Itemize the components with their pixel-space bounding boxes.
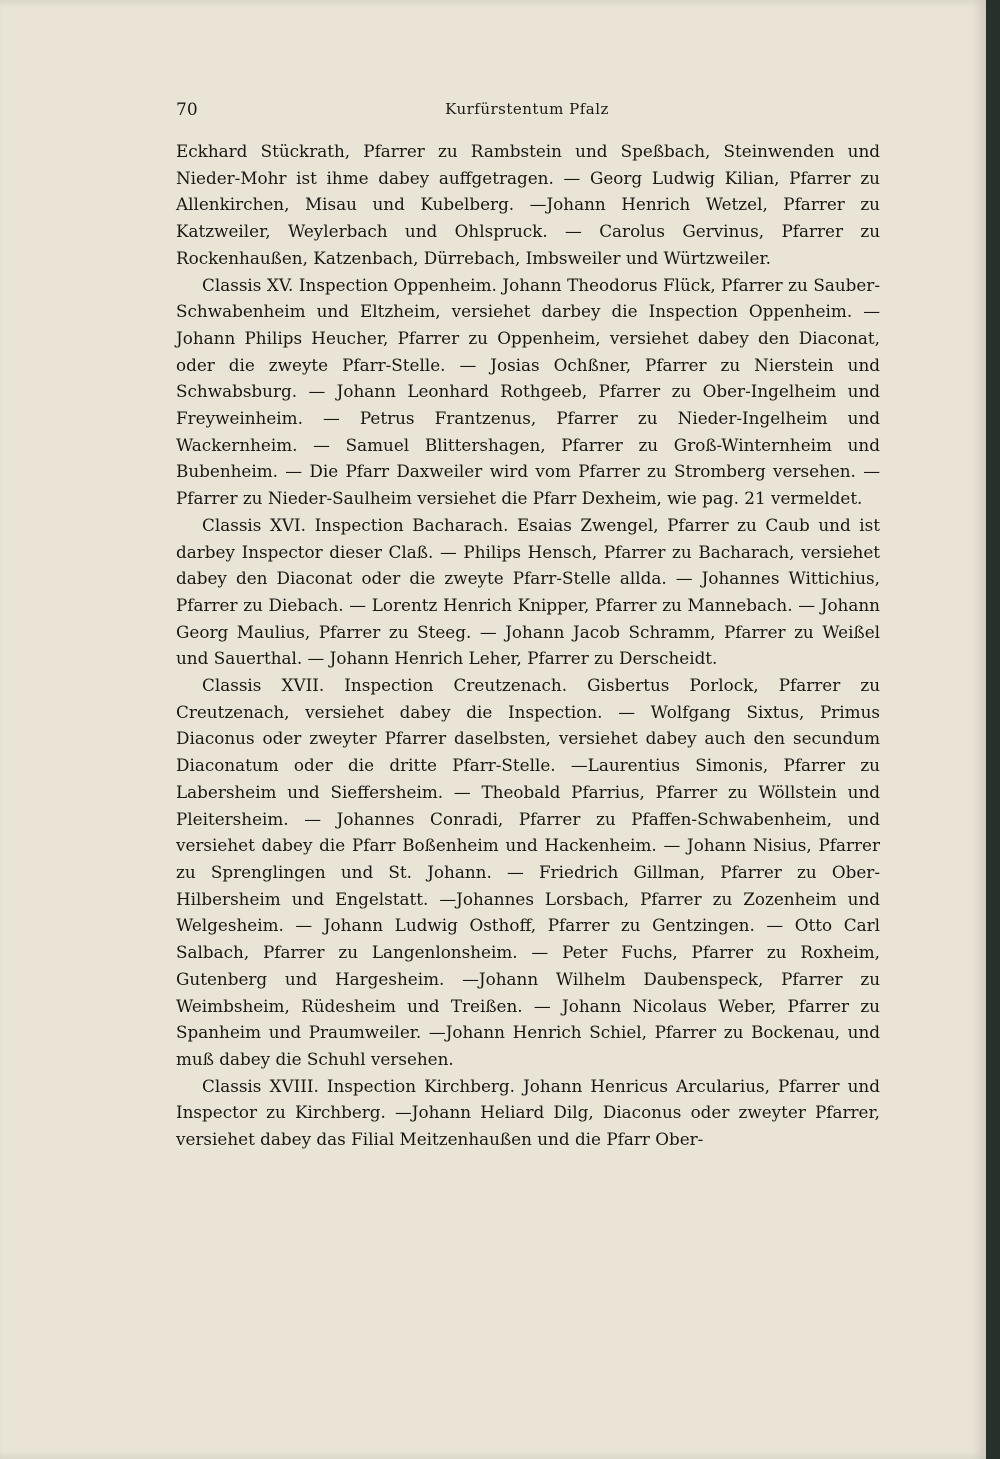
page-header [176,100,878,124]
paragraph-classis-xvi: Classis XVI. Inspection Bacharach. Esaias Zwengel, Pfarrer zu Caub und ist darbey Inspector dieser Claß. — Philips Hensch, Pfarrer zu Bacharach, versiehet dabey den Diaconat oder die zweyte Pfarr-Stelle allda. — Johannes Wittichius, Pfarrer zu Diebach. — Lorentz Henrich Knipper, Pfarrer zu Mannebach. — Johann Georg Maulius, Pfarrer zu Steeg. — Johann Jacob Schramm, Pfarrer zu Weißel und Sauerthal. — Johann Henrich Leher, Pfarrer zu Derscheidt. [176,514,880,669]
paragraph-continuation: Eckhard Stückrath, Pfarrer zu Rambstein und Speßbach, Steinwenden und Nieder-Mohr ist ihme dabey auffgetragen. — Georg Ludwig Kilian, Pfarrer zu Allenkirchen, Misau und Kubelberg. —Johann Henrich Wetzel, Pfarrer zu Katzweiler, Weylerbach und Ohlspruck. — Carolus Gervinus, Pfarrer zu Rockenhaußen, Katzenbach, Dürrebach, Imbsweiler und Würtzweiler. [176,141,880,268]
page-number: 70 [176,100,198,120]
body-text [176,138,880,1153]
scan-edge [986,0,1000,1459]
paragraph-classis-xvii: Classis XVII. Inspection Creutzenach. Gisbertus Porlock, Pfarrer zu Creutzenach, versiehet dabey die Inspection. — Wolfgang Sixtus, Primus Diaconus oder zweyter Pfarrer daselbsten, versiehet dabey auch den secundum Diaconatum oder die dritte Pfarr-Stelle. —Laurentius Simonis, Pfarrer zu Labersheim und Sieffersheim. — Theobald Pfarrius, Pfarrer zu Wöllstein und Pleitersheim. — Johannes Conradi, Pfarrer zu Pfaffen-Schwabenheim, und versiehet dabey die Pfarr Boßenheim und Hackenheim. — Johann Nisius, Pfarrer zu Sprenglingen und St. Johann. — Friedrich Gillman, Pfarrer zu Ober-Hilbersheim und Engelstatt. —Johannes Lorsbach, Pfarrer zu Zozenheim und Welgesheim. — Johann Ludwig Osthoff, Pfarrer zu Gentzingen. — Otto Carl Salbach, Pfarrer zu Langenlonsheim. — Peter Fuchs, Pfarrer zu Roxheim, Gutenberg und Hargesheim. —Johann Wilhelm Daubenspeck, Pfarrer zu Weimbsheim, Rüdesheim und Treißen. — Johann Nicolaus Weber, Pfarrer zu Spanheim und Praumweiler. —Johann Henrich Schiel, Pfarrer zu Bockenau, und muß dabey die Schuhl versehen. [176,675,880,1069]
paragraph-classis-xv: Classis XV. Inspection Oppenheim. Johann Theodorus Flück, Pfarrer zu Sauber-Schwabenheim und Eltzheim, versiehet darbey die Inspection Oppenheim. — Johann Philips Heucher, Pfarrer zu Oppenheim, versiehet dabey den Diaconat, oder die zweyte Pfarr-Stelle. — Josias Ochßner, Pfarrer zu Nierstein und Schwabsburg. — Johann Leonhard Rothgeeb, Pfarrer zu Ober-Ingelheim und Freyweinheim. — Petrus Frantzenus, Pfarrer zu Nieder-Ingelheim und Wackernheim. — Samuel Blittershagen, Pfarrer zu Groß-Winternheim und Bubenheim. — Die Pfarr Daxweiler wird vom Pfarrer zu Stromberg versehen. — Pfarrer zu Nieder-Saulheim versiehet die Pfarr Dexheim, wie pag. 21 vermeldet. [176,274,880,509]
running-title: Kurfürstentum Pfalz [445,100,609,118]
paragraph-classis-xviii: Classis XVIII. Inspection Kirchberg. Johann Henricus Arcularius, Pfarrer und Inspector zu Kirchberg. —Johann Heliard Dilg, Diaconus oder zweyter Pfarrer, versiehet dabey das Filial Meitzenhaußen und die Pfarr Ober- [176,1075,880,1150]
